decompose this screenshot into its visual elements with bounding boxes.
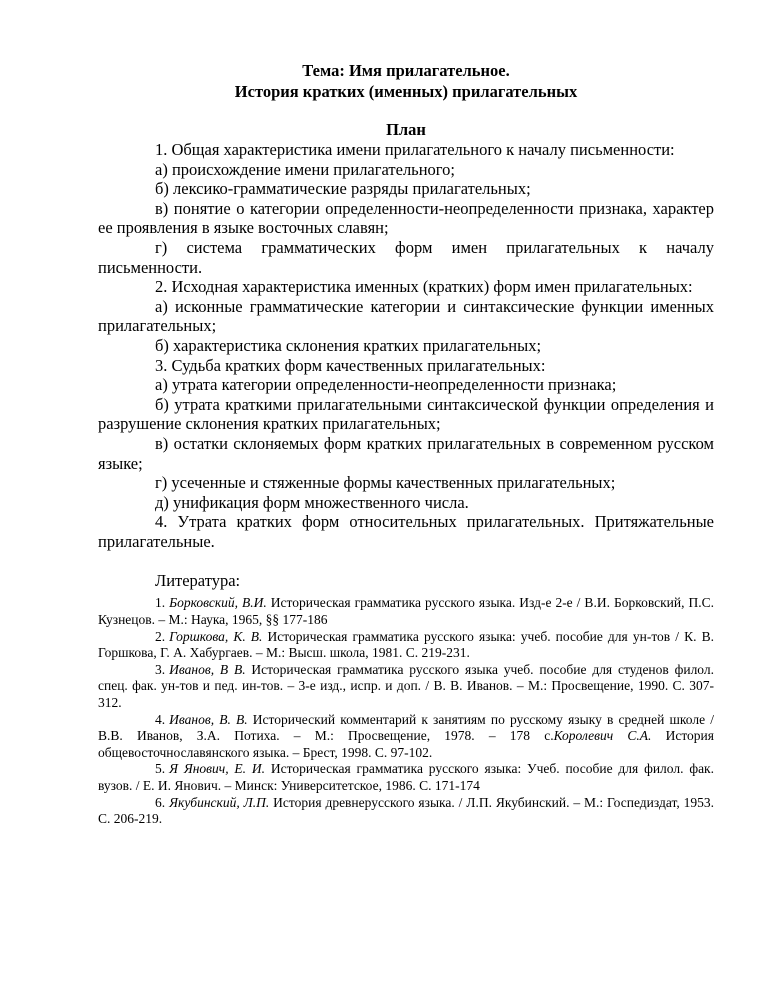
reference-number: 4. xyxy=(155,711,166,727)
reference-item xyxy=(98,795,714,828)
literature-heading: Литература: xyxy=(155,571,241,591)
reference-author: Якубинский, Л.П. xyxy=(169,794,270,810)
plan-item: г) система грамматических форм имен прилагательных к началу письменности. xyxy=(98,237,714,277)
reference-list xyxy=(98,595,714,827)
reference-item xyxy=(98,761,714,794)
reference-author-secondary: Королевич С.А. xyxy=(553,728,652,744)
document-content xyxy=(98,60,714,828)
plan-item: 1. Общая характеристика имени прилагательного к началу письменности: xyxy=(155,140,675,159)
plan-item: в) остатки склоняемых форм кратких прилагательных в современном русском языке; xyxy=(98,433,714,473)
plan-item: а) происхождение имени прилагательного; xyxy=(155,159,455,179)
plan-item: б) утрата краткими прилагательными синтаксической функции определения и разрушение склонения кратких прилагательных; xyxy=(98,394,714,434)
reference-item xyxy=(98,595,714,628)
reference-number: 6. xyxy=(155,794,166,810)
plan-item: в) понятие о категории определенности-неопределенности признака, характер ее проявления в языке восточных славян; xyxy=(98,198,714,238)
reference-author: Иванов, В. В. xyxy=(169,711,248,727)
reference-item xyxy=(98,662,714,712)
reference-number: 1. xyxy=(155,595,166,611)
plan-item: а) исконные грамматические категории и синтаксические функции именных прилагательных; xyxy=(98,296,714,336)
plan-heading: План xyxy=(386,120,426,139)
reference-author: Горшкова, К. В. xyxy=(169,628,263,644)
reference-text-secondary: История общевосточнославянского языка. – Брест, 1998. С. 97-102. xyxy=(98,728,714,760)
document-title xyxy=(98,60,714,102)
reference-number: 5. xyxy=(155,761,166,777)
reference-text: Историческая грамматика русского языка: учеб. пособие для ун-тов / К. В. Горшкова, Г. А. Хабургаев. – М.: Высш. школа, 1981. С. 219-231. xyxy=(98,628,714,661)
plan-item: д) унификация форм множественного числа. xyxy=(155,492,469,512)
title-line-2: История кратких (именных) прилагательных xyxy=(234,82,578,101)
plan-item: а) утрата категории определенности-неопределенности признака; xyxy=(155,375,617,395)
plan-item: б) характеристика склонения кратких прилагательных; xyxy=(155,335,542,355)
reference-text: Историческая грамматика русского языка: Учеб. пособие для филол. фак. вузов. / Е. И. Янович. – Минск: Университетское, 1986. С. 171-174 xyxy=(98,761,714,793)
reference-text: Историческая грамматика русского языка учеб. пособие для студенов филол. спец. фак. ун-тов и пед. ин-тов. – 3-е изд., испр. и доп. / В. В. Иванов. – М.: Просвещение, 1990. С. 307- 312. xyxy=(98,661,714,711)
plan-item: 4. Утрата кратких форм относительных прилагательных. Притяжательные прилагательные. xyxy=(98,512,714,551)
reference-item xyxy=(98,629,714,662)
plan-item: г) усеченные и стяженные формы качественных прилагательных; xyxy=(155,473,616,493)
plan-item: б) лексико-грамматические разряды прилагательных; xyxy=(155,179,531,199)
reference-author: Я Янович, Е. И. xyxy=(169,761,266,777)
title-line-1: Тема: Имя прилагательное. xyxy=(302,61,510,80)
reference-item xyxy=(98,712,714,762)
reference-number: 3. xyxy=(155,661,166,677)
reference-text: Историческая грамматика русского языка. Изд-е 2-е / В.И. Борковский, П.С. Кузнецов. – М.: Наука, 1965, §§ 177-186 xyxy=(98,595,714,628)
reference-author: Иванов, В В. xyxy=(169,661,246,677)
reference-number: 2. xyxy=(155,628,166,644)
plan-item: 3. Судьба кратких форм качественных прилагательных: xyxy=(155,355,546,375)
reference-author: Борковский, В.И. xyxy=(169,595,267,611)
reference-text: Исторический комментарий к занятиям по русскому языку в средней школе / В.В. Иванов, З.А. Потиха. – М.: Просвещение, 1978. – 178 с. xyxy=(98,711,714,744)
plan-item: 2. Исходная характеристика именных (кратких) форм имен прилагательных: xyxy=(155,277,693,297)
reference-text: История древнерусского языка. / Л.П. Якубинский. – М.: Госпедиздат, 1953. С. 206-219. xyxy=(98,794,714,827)
plan-list xyxy=(98,140,714,551)
